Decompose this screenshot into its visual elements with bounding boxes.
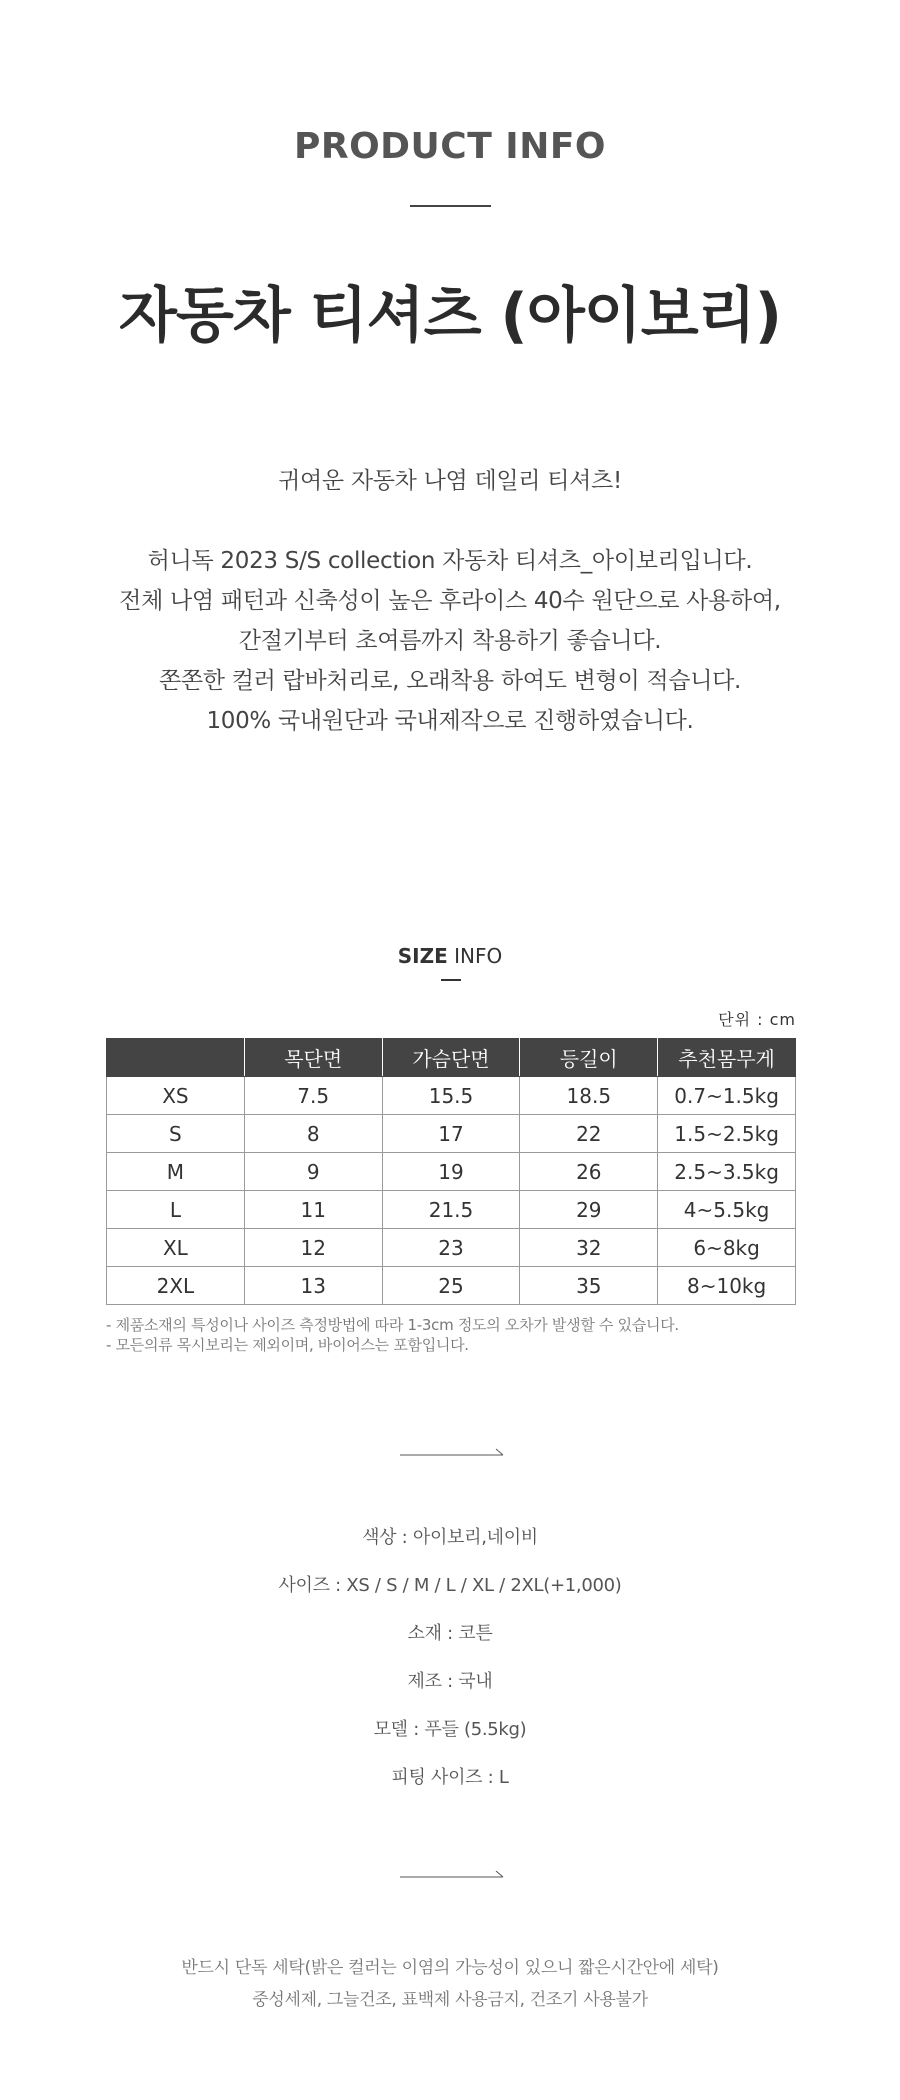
- title-underline: [410, 205, 491, 207]
- description-line: 쫀쫀한 컬러 랍바처리로, 오래착용 하여도 변형이 적습니다.: [158, 668, 742, 694]
- care-instruction: 반드시 단독 세탁(밝은 컬러는 이염의 가능성이 있으니 짧은시간안에 세탁): [181, 1958, 719, 1978]
- spec-size: 사이즈 : XS / S / M / L / XL / 2XL(+1,000): [278, 1575, 622, 1596]
- table-cell: M: [107, 1153, 245, 1191]
- table-cell: 32: [520, 1229, 658, 1267]
- description-line: 허니독 2023 S/S collection 자동차 티셔츠_아이보리입니다.: [147, 548, 753, 574]
- size-info-heading-bold: SIZE: [397, 944, 448, 968]
- spec-color: 색상 : 아이보리,네이비: [362, 1527, 538, 1548]
- unit-label: 단위 : cm: [718, 1010, 796, 1029]
- spec-fitting-size: 피팅 사이즈 : L: [391, 1767, 509, 1788]
- table-cell: 0.7~1.5kg: [658, 1077, 796, 1115]
- table-row: [107, 1115, 796, 1153]
- table-cell: XL: [107, 1229, 245, 1267]
- table-row: [107, 1077, 796, 1115]
- table-cell: 19: [382, 1153, 520, 1191]
- table-header-cell: 추천몸무게: [658, 1039, 796, 1077]
- size-table: [106, 1038, 796, 1305]
- description-line: 100% 국내원단과 국내제작으로 진행하였습니다.: [206, 708, 694, 734]
- product-title: 자동차 티셔츠 (아이보리): [118, 281, 782, 351]
- table-cell: 23: [382, 1229, 520, 1267]
- table-header-cell: 가슴단면: [382, 1039, 520, 1077]
- table-header-row: [107, 1039, 796, 1077]
- table-cell: 2XL: [107, 1267, 245, 1305]
- size-note: - 모든의류 목시보리는 제외이며, 바이어스는 포함입니다.: [106, 1336, 469, 1354]
- table-cell: 21.5: [382, 1191, 520, 1229]
- table-header-cell: 등길이: [520, 1039, 658, 1077]
- arrow-line-icon: [400, 1868, 504, 1880]
- table-cell: S: [107, 1115, 245, 1153]
- table-row: [107, 1153, 796, 1191]
- table-cell: 6~8kg: [658, 1229, 796, 1267]
- arrow-line-icon: [400, 1446, 504, 1458]
- size-info-heading: [0, 944, 900, 968]
- table-cell: 8: [244, 1115, 382, 1153]
- table-cell: 18.5: [520, 1077, 658, 1115]
- spec-model: 모델 : 푸들 (5.5kg): [373, 1719, 527, 1740]
- table-cell: 4~5.5kg: [658, 1191, 796, 1229]
- table-cell: 26: [520, 1153, 658, 1191]
- table-cell: 15.5: [382, 1077, 520, 1115]
- table-cell: 13: [244, 1267, 382, 1305]
- table-cell: 7.5: [244, 1077, 382, 1115]
- table-cell: XS: [107, 1077, 245, 1115]
- care-instruction: 중성세제, 그늘건조, 표백제 사용금지, 건조기 사용불가: [252, 1990, 648, 2010]
- table-cell: 25: [382, 1267, 520, 1305]
- table-header-cell: 목단면: [244, 1039, 382, 1077]
- spec-material: 소재 : 코튼: [407, 1623, 493, 1644]
- description-line: 전체 나염 패턴과 신축성이 높은 후라이스 40수 원단으로 사용하여,: [119, 588, 781, 614]
- table-cell: 2.5~3.5kg: [658, 1153, 796, 1191]
- table-cell: 35: [520, 1267, 658, 1305]
- table-cell: 17: [382, 1115, 520, 1153]
- description-tagline: 귀여운 자동차 나염 데일리 티셔츠!: [278, 468, 622, 494]
- table-row: [107, 1267, 796, 1305]
- size-info-heading-rest: INFO: [447, 944, 503, 968]
- table-cell: L: [107, 1191, 245, 1229]
- table-row: [107, 1229, 796, 1267]
- description-line: 간절기부터 초여름까지 착용하기 좋습니다.: [238, 628, 662, 654]
- table-header-cell: [107, 1039, 245, 1077]
- section-label: PRODUCT INFO: [293, 126, 607, 167]
- table-cell: 8~10kg: [658, 1267, 796, 1305]
- table-cell: 29: [520, 1191, 658, 1229]
- table-cell: 1.5~2.5kg: [658, 1115, 796, 1153]
- table-cell: 9: [244, 1153, 382, 1191]
- table-cell: 11: [244, 1191, 382, 1229]
- table-row: [107, 1191, 796, 1229]
- spec-manufacture: 제조 : 국내: [407, 1671, 493, 1692]
- size-note: - 제품소재의 특성이나 사이즈 측정방법에 따라 1-3cm 정도의 오차가 발생할 수 있습니다.: [106, 1316, 679, 1334]
- size-info-underline: [441, 979, 461, 981]
- table-cell: 22: [520, 1115, 658, 1153]
- table-cell: 12: [244, 1229, 382, 1267]
